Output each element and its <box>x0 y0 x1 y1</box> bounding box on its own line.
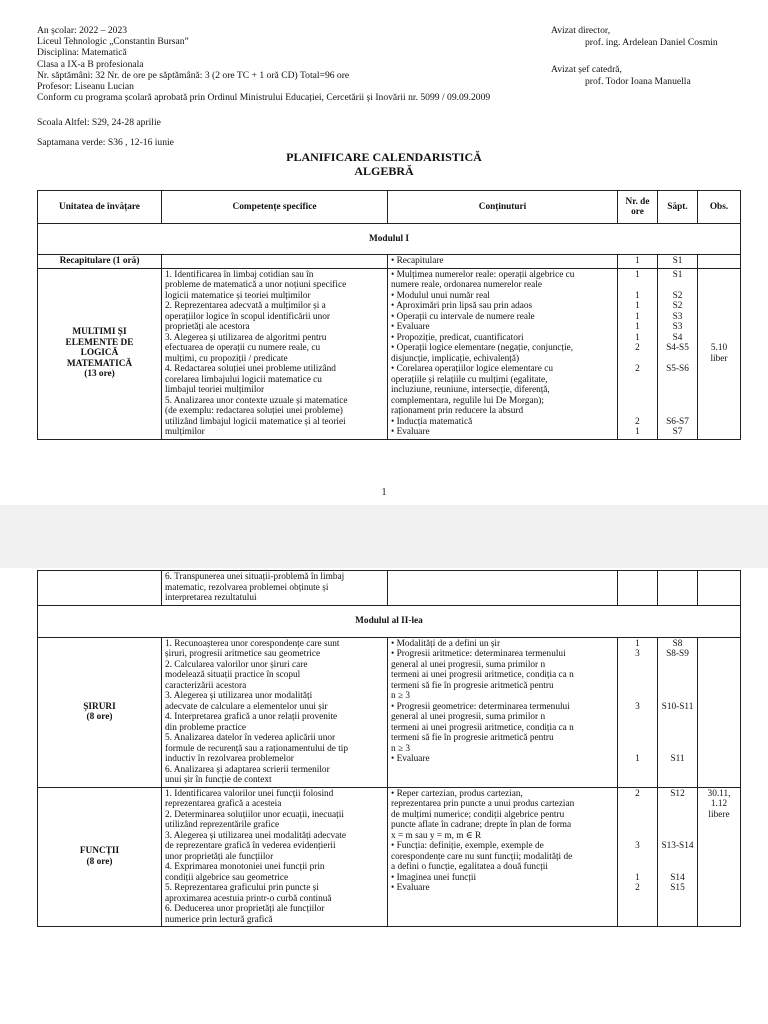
cell-line: 2 <box>635 343 640 353</box>
col-header-continuturi: Conținuturi <box>388 191 618 224</box>
cell-line: operațiilor logice în scopul identificării unor <box>165 311 330 322</box>
header-line: Profesor: Liseanu Lucian <box>37 81 134 93</box>
cell-line <box>661 852 694 863</box>
cell-line: reprezentarea prin puncte a unui produs cartezian <box>391 799 575 809</box>
competente-cell <box>162 255 388 269</box>
cell-line: • Evaluare <box>391 754 430 764</box>
unit-cell <box>38 571 162 606</box>
cell-line: 4. Exprimarea monotoniei unei funcții prin <box>165 862 325 872</box>
cell-line: • Propoziție, predicat, cuantificatori <box>391 332 524 343</box>
cell-line <box>391 904 614 915</box>
competente-cell <box>162 268 388 439</box>
cell-line: matematic, rezolvarea problemei obținute și <box>165 582 329 593</box>
cell-line <box>661 733 694 744</box>
page-gap <box>0 505 768 568</box>
cell-line <box>621 820 654 831</box>
continuturi-cell <box>388 268 618 439</box>
cell-line: aproximarea acestuia printr-o curbă continuă <box>165 893 332 904</box>
cell-line: mulțimilor <box>165 427 205 437</box>
cell-line: 1.12 <box>710 799 728 809</box>
cell-line: 3. Alegerea și utilizarea unor modalități <box>165 691 313 701</box>
header-line: Liceul Tehnologic „Constantin Bursan” <box>37 36 189 48</box>
cell-line: • Modalități de a defini un șir <box>391 638 501 649</box>
cell-line <box>621 862 654 873</box>
cell-line <box>701 883 737 894</box>
cell-line: 3. Alegerea și utilizarea de algoritmi pentru <box>165 332 327 343</box>
cell-line: 1. Identificarea în limbaj cotidian sau în <box>165 269 314 280</box>
unit-cell <box>38 268 162 439</box>
col-header-competente: Competențe specifice <box>162 191 388 224</box>
cell-line: 4. Interpretarea grafică a unor relații provenite <box>165 712 338 722</box>
cell-line: S8-S9 <box>666 649 689 659</box>
cell-line <box>621 280 654 291</box>
cell-line <box>391 915 614 926</box>
saptamana-verde: Saptamana verde: S36 , 12-16 iunie <box>37 137 174 148</box>
cell-line <box>661 765 694 776</box>
cell-line: proprietăți ale acestora <box>165 322 250 332</box>
header-line: Clasa a IX-a B profesionala <box>37 58 144 70</box>
cell-line <box>701 396 737 407</box>
cell-line: 5. Reprezentarea graficului prin puncte și <box>165 883 319 893</box>
cell-line <box>701 862 737 873</box>
cell-line: • Imaginea unei funcții <box>391 872 477 883</box>
cell-line: • Progresii aritmetice: determinarea termenului <box>391 649 566 659</box>
cell-line: S4-S5 <box>666 343 689 353</box>
cell-line <box>661 712 694 723</box>
unit-line: LOGICĂ <box>80 348 119 359</box>
cell-line: 1 <box>635 638 640 649</box>
cell-line <box>661 280 694 291</box>
col-header-obs: Obs. <box>698 191 741 224</box>
obs-cell <box>698 255 741 269</box>
cell-line <box>661 744 694 755</box>
sapt-cell <box>658 637 698 787</box>
cell-line <box>661 831 694 842</box>
obs-cell <box>698 637 741 787</box>
cell-line <box>621 852 654 863</box>
cell-line <box>391 894 614 905</box>
obs-cell <box>698 268 741 439</box>
cell-line <box>391 775 614 786</box>
cell-line: limbajul teoriei mulțimilor <box>165 385 265 395</box>
cell-line: corelarea limbajului logicii matematice cu <box>165 374 322 385</box>
cell-line: 6. Deducerea unor proprietăți ale funcțiilor <box>165 904 325 914</box>
module-row <box>38 224 741 255</box>
cell-line: corespondențe care nu sunt funcții; modalități de <box>391 851 573 862</box>
page-number: 1 <box>381 487 387 498</box>
cell-line <box>661 375 694 386</box>
cell-line: • Aproximări prin lipsă sau prin adaos <box>391 301 533 311</box>
cell-line: 5. Analizarea datelor în vederea aplicării unor <box>165 733 336 743</box>
table-row <box>38 637 741 787</box>
cell-line: 2 <box>635 364 640 374</box>
cell-line: • Mulțimea numerelor reale: operații algebrice cu <box>391 269 575 280</box>
table-row <box>38 255 741 269</box>
competente-cell <box>162 787 388 927</box>
cell-line: • Evaluare <box>391 883 430 893</box>
unit-line: MULTIMI ȘI <box>72 327 127 338</box>
header-line: An școlar: 2022 – 2023 <box>37 25 128 36</box>
cell-line: 2 <box>635 883 640 893</box>
cell-line <box>701 852 737 863</box>
cell-line: 6. Analizarea și adaptarea scrierii termenilor <box>165 764 330 775</box>
cell-line <box>701 904 737 915</box>
cell-line: 2. Reprezentarea adecvată a mulțimilor și a <box>165 301 326 311</box>
module-title: Modulul al II-lea <box>38 605 741 637</box>
director-name: prof. ing. Ardelean Daniel Cosmin <box>585 37 718 48</box>
cell-line <box>701 873 737 884</box>
cell-line: 1 <box>635 754 640 764</box>
cell-line: numerice prin lectură grafică <box>165 914 273 925</box>
planning-table-page-1 <box>37 190 741 440</box>
cell-line: termeni să fie în progresie aritmetică pentru <box>391 733 554 743</box>
cell-line: 4. Redactarea soluției unei probleme utilizând <box>165 364 336 374</box>
cell-line <box>661 862 694 873</box>
sapt-cell <box>658 571 698 606</box>
cell-line <box>701 406 737 417</box>
cell-line: n ≥ 3 <box>391 743 411 754</box>
cell-line: liber <box>710 353 728 364</box>
col-header-unit: Unitatea de învățare <box>38 191 162 224</box>
cell-line: 3. Alegerea și utilizarea unei modalități adecvate <box>165 830 346 841</box>
cell-line <box>661 396 694 407</box>
cell-line: 5. Analizarea unor contexte uzuale și matematice <box>165 395 348 406</box>
unit-line: FUNCȚII <box>79 846 120 857</box>
cell-line <box>701 385 737 396</box>
unit-cell: Recapitulare (1 oră) <box>38 255 162 269</box>
cell-line: • Reper cartezian, produs cartezian, <box>391 788 523 799</box>
cell-line: libere <box>708 809 730 820</box>
cell-line: S10-S11 <box>661 701 694 712</box>
obs-cell <box>698 571 741 606</box>
competente-cell <box>162 571 388 606</box>
cell-line: S11 <box>670 754 685 764</box>
cell-line: 1. Recunoașterea unor corespondențe care sunt <box>165 638 340 649</box>
cell-line <box>661 894 694 905</box>
cell-line <box>621 406 654 417</box>
cell-line <box>661 406 694 417</box>
cell-line: de reprezentare grafică în vederea evidențierii <box>165 841 336 851</box>
unit-line: (8 ore) <box>86 856 113 867</box>
cell-line <box>661 775 694 786</box>
cell-line <box>701 915 737 926</box>
cell-line: 6. Transpunerea unei situații-problemă în limbaj <box>165 572 345 582</box>
cell-line: S3 <box>672 322 683 332</box>
cell-line: S12 <box>670 788 685 799</box>
cell-line <box>621 723 654 734</box>
cell-line: 1. Identificarea valorilor unei funcții folosind <box>165 788 334 799</box>
table-row <box>38 571 741 606</box>
unit-line: (8 ore) <box>86 712 113 722</box>
cell-line <box>701 831 737 842</box>
col-header-sapt: Săpt. <box>658 191 698 224</box>
cell-line <box>661 820 694 831</box>
ore-cell <box>618 637 658 787</box>
cell-line: 2 <box>635 416 640 427</box>
cell-line: S6-S7 <box>666 416 689 427</box>
continuturi-cell <box>388 571 618 606</box>
cell-line <box>701 270 737 281</box>
cell-line <box>621 354 654 365</box>
cell-line: 3 <box>635 649 640 659</box>
scoala-altfel: Scoala Altfel: S29, 24-28 aprilie <box>37 117 161 128</box>
cell-line: x = m sau y = m, m ∈ R <box>391 830 482 841</box>
sapt-cell <box>658 268 698 439</box>
cell-line <box>701 333 737 344</box>
cell-line <box>621 681 654 692</box>
cell-line <box>661 385 694 396</box>
cell-line <box>391 765 614 776</box>
unit-line: MATEMATICĂ <box>66 358 133 369</box>
unit-line: ȘIRURI <box>83 701 116 712</box>
cell-line: • Evaluare <box>391 427 430 437</box>
cell-line: unui șir în funcție de context <box>165 775 272 785</box>
cell-line: termeni ai unei progresii aritmetice, condiția ca n <box>391 670 574 680</box>
cell-line: • Inducția matematică <box>391 416 473 427</box>
cell-line: 1 <box>635 427 640 437</box>
ore-cell: 1 <box>618 255 658 269</box>
cell-line: puncte aflate în cadrane; drepte în plan de forma <box>391 820 572 830</box>
cell-line: efectuarea de operații cu numere reale, cu <box>165 343 321 353</box>
cell-line: 1 <box>635 332 640 343</box>
cell-line: 2. Determinarea soluțiilor unor ecuații, inecuații <box>165 809 344 820</box>
cell-line: S5-S6 <box>666 364 689 374</box>
cell-line <box>661 670 694 681</box>
header-left <box>37 25 490 103</box>
ore-cell <box>618 787 658 927</box>
table-row <box>38 268 741 439</box>
cell-line: S2 <box>672 301 683 311</box>
cell-line <box>701 427 737 438</box>
cell-line <box>621 396 654 407</box>
cell-line <box>661 691 694 702</box>
cell-line: adecvate de calculare a elementelor unui șir <box>165 701 328 712</box>
planning-table-page-2 <box>37 570 741 927</box>
cell-line <box>621 775 654 786</box>
cell-line: numere reale, ordonarea numerelor reale <box>391 280 542 290</box>
cell-line: • Progresii geometrice: determinarea termenului <box>391 701 570 712</box>
cell-line: S8 <box>672 638 683 649</box>
cell-line: • Modulul unui număr real <box>391 290 490 301</box>
continuturi-cell <box>388 787 618 927</box>
cell-line: formule de recurență sau a raționamentului de tip <box>165 743 349 754</box>
sef-catedra-name: prof. Todor Ioana Manuella <box>585 76 691 87</box>
continuturi-cell: • Recapitulare <box>388 255 618 269</box>
cell-line <box>621 744 654 755</box>
cell-line: disjuncție, implicație, echivalență) <box>391 353 520 364</box>
cell-line <box>661 723 694 734</box>
cell-line <box>621 831 654 842</box>
cell-line: 1 <box>635 311 640 322</box>
cell-line: 5.10 <box>710 343 728 353</box>
competente-cell <box>162 637 388 787</box>
cell-line: (de exemplu: redactarea soluției unei probleme) <box>165 406 343 416</box>
document-title: PLANIFICARE CALENDARISTICĂ <box>286 150 482 164</box>
cell-line: utilizând reprezentările grafice <box>165 820 280 830</box>
cell-line <box>621 733 654 744</box>
cell-line <box>701 280 737 291</box>
sapt-cell: S1 <box>658 255 698 269</box>
cell-line: 2 <box>635 788 640 799</box>
cell-line: S13-S14 <box>661 841 694 851</box>
cell-line <box>661 660 694 671</box>
document-page-1 <box>0 0 768 505</box>
cell-line: S1 <box>672 269 683 280</box>
cell-line <box>621 660 654 671</box>
cell-line: de mulțimi numerice; condiții algebrice pentru <box>391 809 565 820</box>
cell-line <box>701 417 737 428</box>
cell-line: • Operații logice elementare (negație, conjuncție, <box>391 343 574 353</box>
cell-line: • Operații cu intervale de numere reale <box>391 311 535 322</box>
cell-line: n ≥ 3 <box>391 691 411 701</box>
cell-line: probleme de matematică a unor noțiuni specifice <box>165 280 347 290</box>
cell-line: • Evaluare <box>391 322 430 332</box>
module-row <box>38 605 741 637</box>
cell-line <box>621 670 654 681</box>
cell-line <box>621 691 654 702</box>
cell-line: general al unei progresii, suma primilor n <box>391 712 546 722</box>
cell-line <box>621 385 654 396</box>
cell-line: condiții algebrice sau geometrice <box>165 872 289 883</box>
cell-line <box>621 375 654 386</box>
table-header-row <box>38 191 741 224</box>
cell-line <box>621 810 654 821</box>
cell-line: 1 <box>635 872 640 883</box>
cell-line <box>701 820 737 831</box>
cell-line <box>661 799 694 810</box>
cell-line: operațiile și relațiile cu mulțimi (egalitate, <box>391 374 548 385</box>
cell-line <box>621 765 654 776</box>
cell-line: interpretarea rezultatului <box>165 593 257 603</box>
cell-line <box>621 904 654 915</box>
table-row <box>38 787 741 927</box>
cell-line: 30.11, <box>707 788 731 799</box>
cell-line <box>661 915 694 926</box>
cell-line: 1 <box>635 322 640 332</box>
cell-line: S15 <box>670 883 685 893</box>
cell-line: 1 <box>635 290 640 301</box>
document-page-2 <box>0 568 768 1024</box>
cell-line: 1 <box>635 269 640 280</box>
cell-line: S2 <box>672 290 683 301</box>
cell-line <box>621 915 654 926</box>
cell-line <box>621 894 654 905</box>
cell-line: S4 <box>672 332 683 343</box>
cell-line: a defini o funcție, egalitatea a două funcții <box>391 862 548 872</box>
document-subtitle: ALGEBRĂ <box>354 164 414 178</box>
cell-line: S7 <box>672 427 683 437</box>
cell-line: șiruri, progresii aritmetice sau geometrice <box>165 649 321 659</box>
cell-line: • Funcția: definiție, exemple, exemple de <box>391 841 544 851</box>
sapt-cell <box>658 787 698 927</box>
unit-cell <box>38 637 162 787</box>
ore-cell <box>618 268 658 439</box>
cell-line <box>701 364 737 375</box>
cell-line <box>701 312 737 323</box>
cell-line <box>701 322 737 333</box>
unit-cell <box>38 787 162 927</box>
cell-line: unor proprietăți ale funcțiilor <box>165 851 274 862</box>
cell-line: incluziune, reuniune, intersecție, diferență, <box>391 385 550 395</box>
unit-line: (13 ore) <box>84 369 115 380</box>
ore-cell <box>618 571 658 606</box>
cell-line: utilizând limbajul logicii matematice și al teoriei <box>165 416 346 427</box>
cell-line <box>621 799 654 810</box>
cell-line <box>661 681 694 692</box>
cell-line: din probleme practice <box>165 722 247 733</box>
cell-line: 2. Calcularea valorilor unor șiruri care <box>165 659 308 670</box>
cell-line: modelează situații practice în scopul <box>165 670 301 680</box>
cell-line <box>661 904 694 915</box>
cell-line: 3 <box>635 701 640 712</box>
cell-line <box>701 301 737 312</box>
cell-line: logicii matematice și teoriei mulțimilor <box>165 290 311 301</box>
header-line: Nr. săptămâni: 32 Nr. de ore pe săptămână: 3 (2 ore TC + 1 oră CD) Total=96 ore <box>37 69 350 81</box>
cell-line: termeni ai unei progresii aritmetice, condiția ca n <box>391 722 574 733</box>
cell-line <box>661 354 694 365</box>
cell-line <box>701 841 737 852</box>
cell-line <box>701 375 737 386</box>
cell-line: • Corelarea operațiilor logice elementare cu <box>391 364 553 374</box>
header-line: Conform cu programa școlară aprobată prin Ordinul Ministrului Educației, Cercetării și Inovării nr. 5099 / 09.09.2009 <box>37 92 491 104</box>
obs-cell <box>698 787 741 927</box>
cell-line: mulțimi, cu propoziții / predicate <box>165 353 288 364</box>
cell-line: reprezentarea grafică a acesteia <box>165 799 282 809</box>
cell-line: general al unei progresii, suma primilor n <box>391 659 546 670</box>
cell-line: S3 <box>672 311 683 322</box>
cell-line: complementara, regulile lui De Morgan); <box>391 395 544 406</box>
continuturi-cell <box>388 637 618 787</box>
cell-line <box>661 810 694 821</box>
cell-line: raționament prin reducere la absurd <box>391 406 524 416</box>
col-header-nr-ore: Nr. de ore <box>618 191 658 224</box>
cell-line <box>621 712 654 723</box>
cell-line: 1 <box>635 301 640 311</box>
cell-line: termeni să fie în progresie aritmetică pentru <box>391 680 554 691</box>
director-label: Avizat director, <box>551 25 611 36</box>
sef-catedra-label: Avizat șef catedră, <box>551 64 622 75</box>
header-line: Disciplina: Matematică <box>37 47 127 59</box>
module-title: Modulul I <box>38 224 741 255</box>
cell-line: caracterizării acestora <box>165 680 247 691</box>
cell-line: inductiv în rezolvarea problemelor <box>165 754 294 764</box>
cell-line <box>701 291 737 302</box>
cell-line <box>701 894 737 905</box>
unit-line: ELEMENTE DE <box>65 337 134 348</box>
cell-line: S14 <box>670 872 685 883</box>
cell-line: 3 <box>635 841 640 851</box>
